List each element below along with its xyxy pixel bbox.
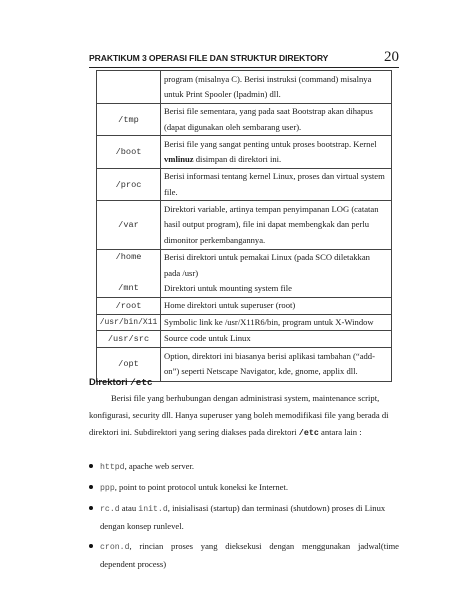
- description-line: Symbolic link ke /usr/X11R6/bin, program untuk X-Window: [164, 316, 374, 327]
- page-header: [89, 51, 399, 67]
- bullet-icon: [89, 506, 93, 510]
- path-cell: /var: [97, 201, 161, 250]
- description-line: Berisi file sementara, yang pada saat Bootstrap akan dihapus: [164, 106, 373, 116]
- description-line: untuk Print Spooler (lpadmin) dll.: [164, 89, 281, 99]
- description-line: Option, direktori ini biasanya berisi aplikasi tambahan (“add-: [164, 350, 375, 361]
- path-cell: /opt: [97, 347, 161, 381]
- description-line: Berisi informasi tentang kernel Linux, proses dan virtual system: [164, 171, 385, 181]
- section-paragraph: [89, 390, 399, 442]
- description-line: hasil output program), file ini dapat membengkak dan perlu: [164, 219, 369, 230]
- list-item: [89, 500, 399, 535]
- list-item-desc: , apache web server.: [124, 461, 195, 471]
- subdir-code: init.d: [138, 505, 168, 514]
- section-title-code: /etc: [130, 377, 153, 388]
- subdir-code: rc.d: [100, 505, 120, 514]
- path-label: /home: [115, 252, 142, 263]
- kernel-name: vmlinuz: [164, 154, 194, 164]
- table-row: [97, 331, 392, 348]
- description-cell: [161, 347, 392, 381]
- spacer: [97, 266, 160, 282]
- description-line: Berisi file yang sangat penting untuk proses bootstrap. Kernel: [164, 138, 377, 149]
- table-row: [97, 250, 392, 298]
- paragraph-line: [89, 424, 399, 442]
- path-label: /mnt: [118, 283, 139, 294]
- subdir-code: cron.d: [100, 543, 130, 552]
- path-cell: /usr/src: [97, 331, 161, 348]
- description-cell: [161, 136, 392, 169]
- description-line: Source code untuk Linux: [164, 333, 251, 343]
- section-title: [89, 376, 153, 388]
- description-cell: [161, 298, 392, 315]
- list-item: [89, 458, 399, 476]
- path-cell: /usr/bin/X11: [97, 314, 161, 331]
- table-row: [97, 298, 392, 315]
- path-cell: [97, 71, 161, 104]
- description-line: pada /usr): [164, 267, 199, 278]
- directory-table: [96, 70, 392, 382]
- bullet-icon: [89, 485, 93, 489]
- directory-code: /etc: [298, 428, 319, 438]
- description-cell: [161, 169, 392, 201]
- table-row: [97, 136, 392, 169]
- bullet-list: [89, 458, 399, 573]
- description-text: disimpan di direktori ini.: [193, 154, 282, 164]
- table-row: [97, 201, 392, 250]
- path-cell: /tmp: [97, 104, 161, 136]
- list-item-desc: atau: [119, 503, 139, 513]
- list-item-text: [100, 458, 399, 476]
- header-title: PRAKTIKUM 3 OPERASI FILE DAN STRUKTUR DIREKTORY: [89, 53, 329, 63]
- list-item-text: dependent process): [100, 559, 167, 569]
- description-cell: [161, 314, 392, 331]
- description-cell: [161, 201, 392, 250]
- list-item-desc: , point to point protocol untuk koneksi ke Internet.: [114, 482, 289, 492]
- path-cell: /proc: [97, 169, 161, 201]
- list-item-text: [100, 538, 399, 556]
- path-cell: [97, 250, 161, 298]
- paragraph-line: konfigurasi, security dll. Hanya superuser yang boleh memodifikasi file yang berada di: [89, 410, 389, 420]
- bullet-icon: [89, 544, 93, 548]
- subdir-code: httpd: [100, 463, 125, 472]
- description-cell: [161, 104, 392, 136]
- list-item: [89, 538, 399, 573]
- subdir-code: ppp: [100, 484, 115, 493]
- description-line: file.: [164, 186, 178, 197]
- table-row: [97, 314, 392, 331]
- description-cell: [161, 71, 392, 104]
- path-cell: /root: [97, 298, 161, 315]
- list-item-text: [100, 500, 399, 518]
- page-number: 20: [384, 49, 399, 65]
- table-row: [97, 169, 392, 201]
- list-item-desc: , inisialisasi (startup) dan terminasi (shutdown) proses di Linux: [167, 503, 386, 513]
- paragraph-text: direktori ini. Subdirektori yang sering diakses pada direktori: [89, 427, 299, 437]
- section-title-text: Direktori: [89, 376, 131, 387]
- header-divider: [89, 67, 399, 68]
- table-row: [97, 71, 392, 104]
- list-item-desc: , rincian proses yang dieksekusi dengan menggunakan jadwal(time: [129, 541, 399, 551]
- list-item: [89, 479, 399, 497]
- list-item-text: [100, 479, 399, 497]
- description-line: Direktori untuk mounting system file: [164, 283, 292, 294]
- description-line: (dapat digunakan oleh sembarang user).: [164, 121, 302, 132]
- paragraph-text: antara lain :: [318, 427, 362, 437]
- description-line: program (misalnya C). Berisi instruksi (command) misalnya: [164, 73, 372, 84]
- path-cell: /boot: [97, 136, 161, 169]
- description-line: on”) seperti Netscape Navigator, kde, gnome, applix dll.: [164, 366, 358, 376]
- paragraph-line: Berisi file yang berhubungan dengan administrasi system, maintenance script,: [111, 393, 380, 403]
- description-cell: [161, 331, 392, 348]
- description-cell: [161, 250, 392, 298]
- description-line: Direktori variable, artinya tempan penyimpanan LOG (catatan: [164, 203, 379, 214]
- bullet-icon: [89, 464, 93, 468]
- description-line: dimonitor perkembangannya.: [164, 234, 266, 245]
- description-line: Berisi direktori untuk pemakai Linux (pada SCO diletakkan: [164, 252, 370, 263]
- description-line: [164, 152, 387, 168]
- description-line: Home direktori untuk superuser (root): [164, 300, 296, 310]
- table-row: [97, 104, 392, 136]
- list-item-text: dengan konsep runlevel.: [100, 521, 184, 531]
